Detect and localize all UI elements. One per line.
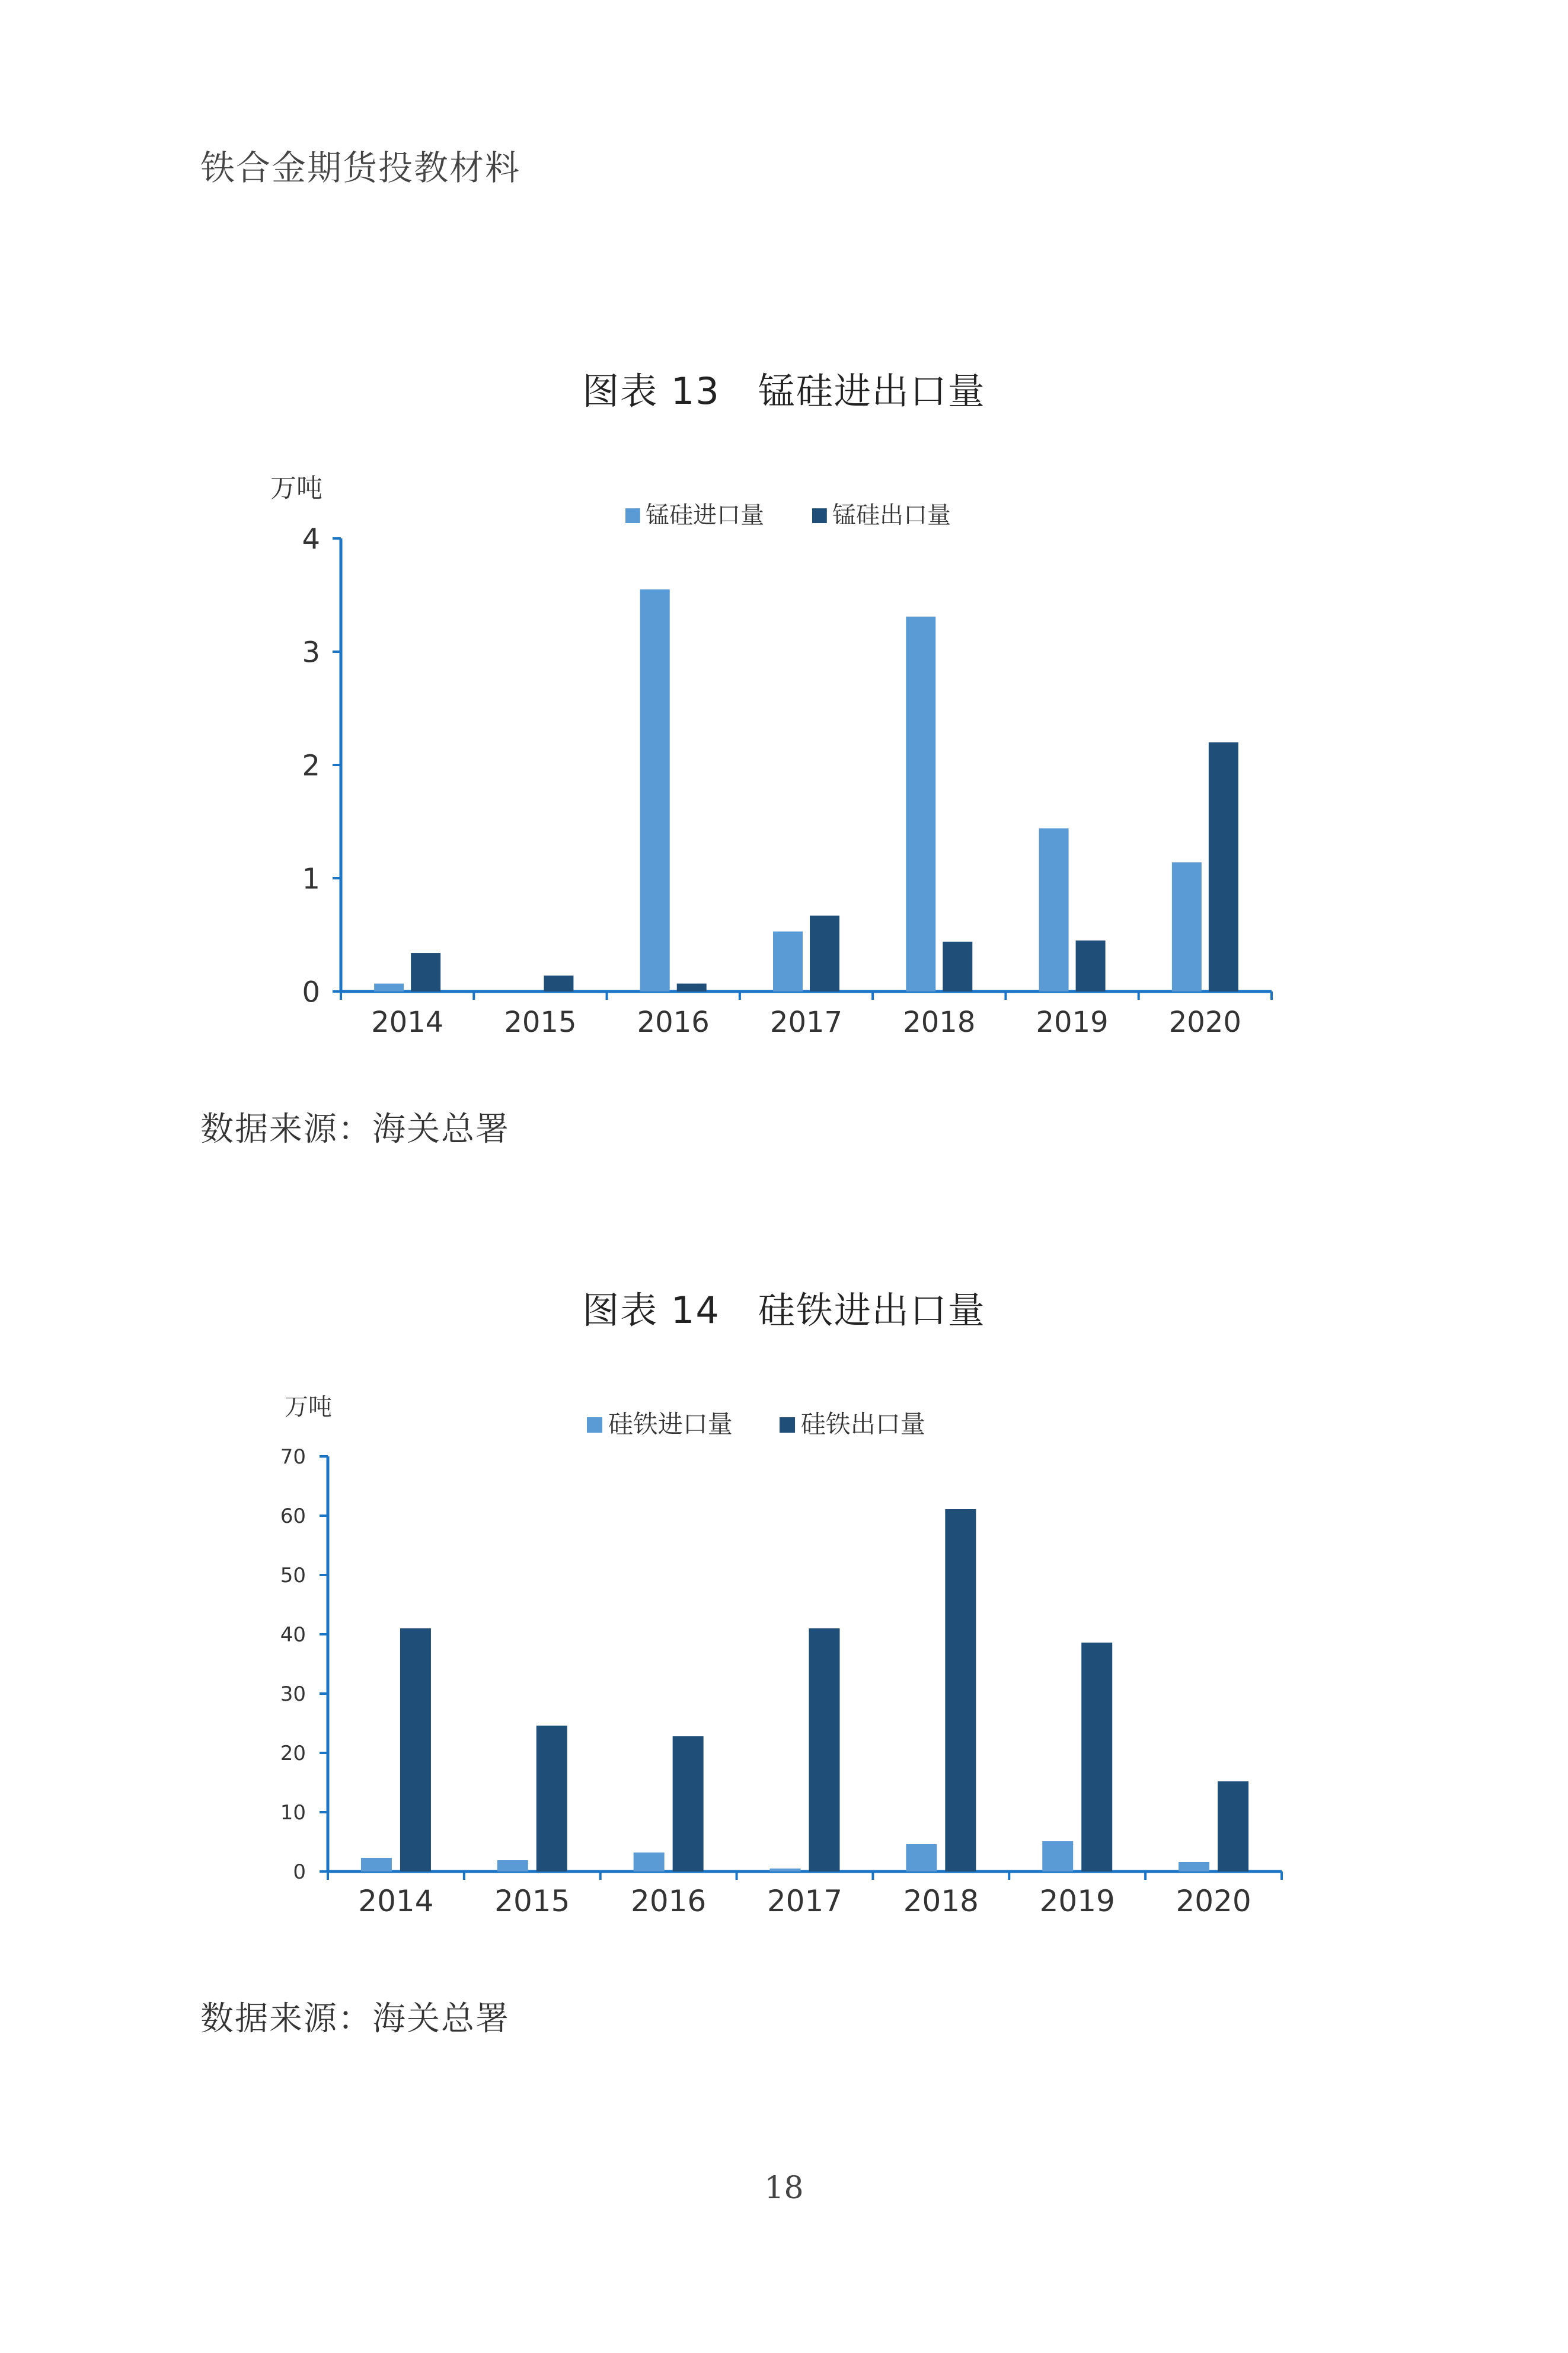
y-tick-label: 1 — [302, 862, 320, 896]
y-tick-label: 10 — [280, 1801, 306, 1825]
x-tick-label: 2016 — [637, 1006, 710, 1039]
y-tick-label: 0 — [293, 1860, 306, 1885]
bar-import — [640, 589, 670, 991]
legend-label: 硅铁出口量 — [800, 1410, 925, 1439]
chart-13-source: 数据来源：海关总署 — [200, 1110, 510, 1149]
chart-14-title: 图表 14 硅铁进出口量 — [582, 1289, 986, 1332]
bar-import — [374, 984, 404, 991]
bar-import — [773, 932, 803, 991]
bar-export — [677, 984, 707, 991]
x-tick-label: 2014 — [371, 1006, 444, 1039]
x-tick-label: 2020 — [1168, 1006, 1241, 1039]
bar-import — [770, 1869, 801, 1871]
x-tick-label: 2016 — [631, 1884, 707, 1918]
bar-export — [809, 1628, 840, 1871]
x-tick-label: 2019 — [1036, 1006, 1109, 1039]
bar-export — [943, 942, 972, 991]
bar-import — [634, 1853, 665, 1871]
x-tick-label: 2015 — [494, 1884, 570, 1918]
bar-export — [673, 1736, 704, 1871]
y-tick-label: 40 — [280, 1623, 306, 1647]
bar-import — [906, 1844, 937, 1871]
y-tick-label: 20 — [280, 1742, 306, 1766]
chart-13-title: 图表 13 锰硅进出口量 — [582, 369, 986, 413]
legend-swatch — [780, 1417, 795, 1433]
y-tick-label: 0 — [302, 975, 320, 1009]
document-header: 铁合金期货投教材料 — [200, 148, 521, 188]
x-tick-label: 2019 — [1039, 1884, 1115, 1918]
bar-import — [1179, 1862, 1209, 1871]
legend-swatch — [812, 508, 827, 523]
legend-label: 锰硅进口量 — [646, 502, 764, 529]
y-tick-label: 50 — [280, 1564, 306, 1588]
bar-export — [1076, 940, 1106, 991]
bar-export — [1209, 742, 1238, 991]
y-tick-label: 3 — [302, 636, 320, 669]
bar-import — [361, 1858, 392, 1871]
y-tick-label: 60 — [280, 1504, 306, 1529]
legend-label: 硅铁进口量 — [608, 1410, 733, 1439]
x-tick-label: 2018 — [903, 1884, 979, 1918]
bar-import — [1042, 1841, 1073, 1871]
bar-import — [497, 1860, 528, 1871]
x-tick-label: 2017 — [767, 1884, 843, 1918]
y-tick-label: 70 — [280, 1445, 306, 1469]
y-tick-label: 30 — [280, 1682, 306, 1707]
x-tick-label: 2018 — [903, 1006, 976, 1039]
y-tick-label: 2 — [302, 749, 320, 783]
y-axis-unit-label: 万吨 — [285, 1394, 332, 1421]
bar-export — [1081, 1643, 1112, 1871]
legend-swatch — [625, 508, 640, 523]
bar-import — [1039, 828, 1069, 991]
chart-14-source: 数据来源：海关总署 — [200, 2000, 510, 2038]
page-number: 18 — [764, 2170, 804, 2206]
y-axis-unit-label: 万吨 — [270, 473, 322, 503]
legend-swatch — [587, 1417, 602, 1433]
bar-export — [810, 916, 839, 991]
bar-export — [400, 1628, 431, 1871]
x-tick-label: 2020 — [1176, 1884, 1251, 1918]
bar-export — [1218, 1781, 1248, 1871]
bar-export — [544, 975, 573, 991]
bar-export — [411, 953, 440, 991]
bar-export — [536, 1726, 567, 1871]
chart-13-manganese-silicon — [0, 463, 1568, 1067]
y-tick-label: 4 — [302, 522, 320, 556]
x-tick-label: 2015 — [504, 1006, 577, 1039]
bar-export — [945, 1509, 976, 1871]
chart-14-ferrosilicon — [0, 1382, 1568, 1939]
bar-import — [1172, 862, 1202, 991]
bar-import — [906, 617, 935, 991]
legend-label: 锰硅出口量 — [832, 502, 951, 529]
x-tick-label: 2014 — [358, 1884, 434, 1918]
x-tick-label: 2017 — [769, 1006, 843, 1039]
